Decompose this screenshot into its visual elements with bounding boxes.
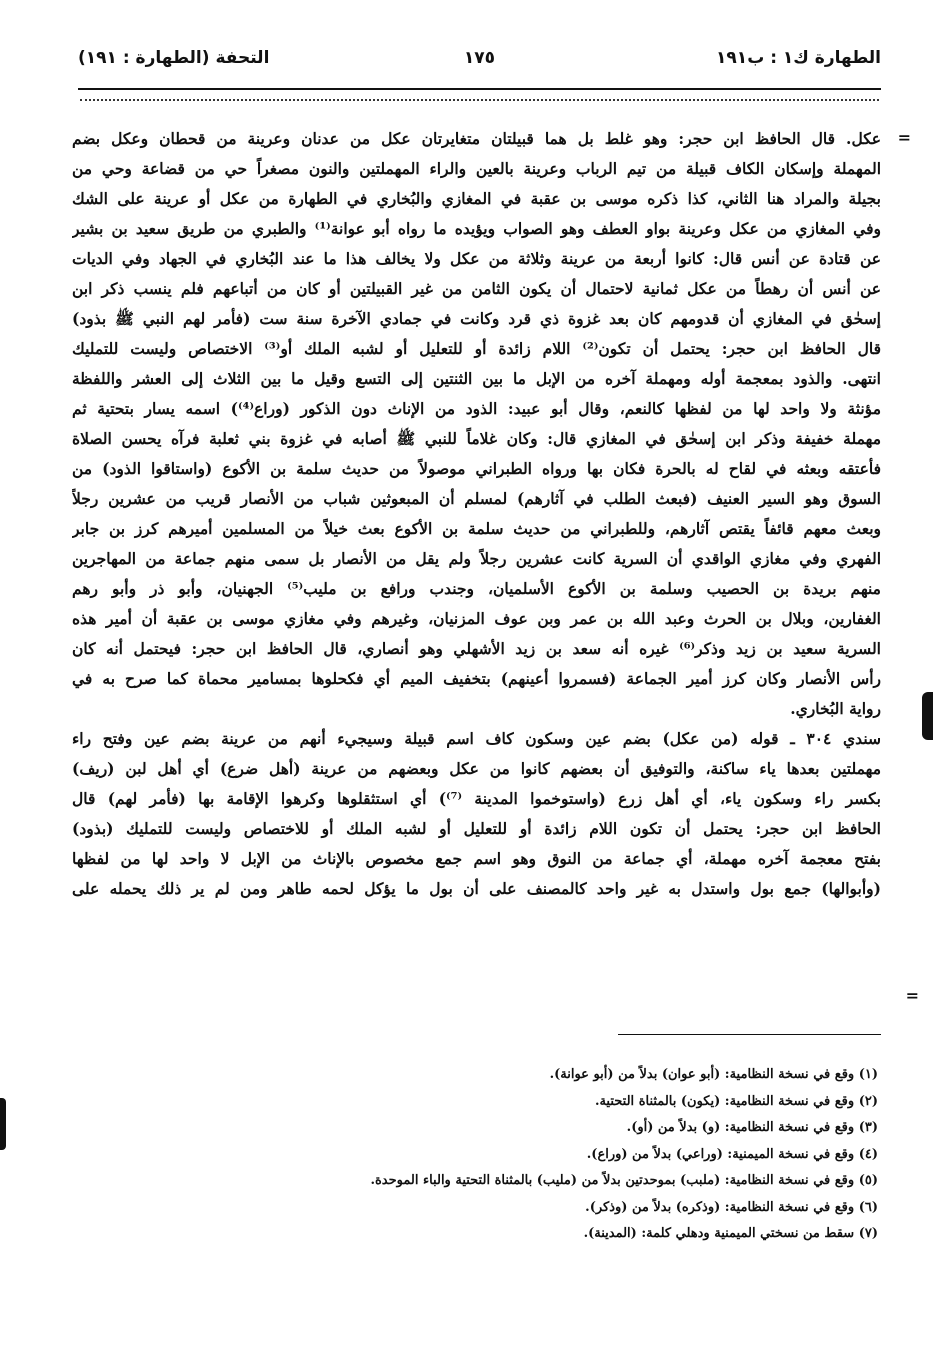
continuation-mark-bottom: = (905, 986, 919, 1005)
header-dotted-rule (80, 99, 879, 103)
text-line: (وأبوالها) جمع بول واستدل به غير واحد كالمصنف على أن بول ما يؤكل لحمه طاهر ومن لم ير ذلك يحمله على (72, 879, 881, 898)
scan-edge-mark (922, 692, 933, 740)
text-line: منهم بريدة بن الحصيب وسلمة بن الأكوع الأسلميان، وجندب ورافع بن مليب⁽⁵⁾ الجهنيان، وأبو ذر وأبو رهم (72, 579, 881, 598)
text-line: مهملتين بعدها ياء ساكنة، والتوفيق أن بعضهم كانوا من عكل وبعضهم من عرينة (أهل ضرع) أي أهل لبن (ريف) (72, 759, 881, 778)
text-line: مؤنثة ولا واحد لها من لفظها كالنعم، وقال أبو عبيد: الذود من الإناث دون الذكور (وراع⁽⁴⁾) اسمه يسار بتحتية ثم (72, 399, 881, 418)
header-book-ref: التحفة (الطهارة : ١٩١) (78, 48, 270, 68)
text-line: رأس الأنصار وكان كرز أمير الجماعة (فسمروا أعينهم) بتخفيف الميم أي فكحلوها بمسامير محماة كما صرح به في (72, 669, 881, 688)
text-line: الحافظ ابن حجر: يحتمل أن تكون اللام زائدة أو للتعليل أو لشبه الملك أو للاختصاص وليست للتمليك (بذود) (72, 819, 881, 838)
main-text (72, 124, 881, 904)
continuation-mark-top: = (897, 128, 911, 147)
footnote: (٦) وقع في نسخة النظامية: (وذكره) بدلاً من (وذكر). (585, 1199, 878, 1215)
text-line: عن أنس أن رهطاً من عكل ثمانية لاحتمال أن يكون الثامن من غير القبيلتين أو كان من أتباعهم فلم ينسب ذكر ابن (72, 279, 881, 298)
text-line: بكسر راء وسكون ياء، أي أهل زرع (واستوخموا المدينة ⁽⁷⁾) أي استثقلوها وكرهوا الإقامة بها (فأمر لهم) قال (72, 789, 881, 808)
footnote-rule (618, 1034, 881, 1035)
footnote: (١) وقع في نسخة النظامية: (أبو عوان) بدلاً من (أبو عوانة). (549, 1067, 878, 1082)
footnote: (٣) وقع في نسخة النظامية: (و) بدلاً من (أو). (626, 1120, 878, 1135)
text-line: بفتح معجمة آخره مهملة، أي جماعة من النوق وهو اسم جمع مخصوص بالإناث من الإبل لا واحد لها من لفظها (72, 849, 881, 868)
page-number: ١٧٥ (463, 48, 496, 68)
text-line: فأعتقه وبعثه في لقاح له بالحرة فكان بها ورواه الطبراني موصولاً من حديث سلمة بن الأكوع (واستاقوا الذود) من (72, 459, 881, 478)
text-line: المهملة وإسكان الكاف قبيلة من تيم الرباب وعرينة بالعين والراء المهملتين والنون مصغراً حي من قضاعة وحي من (72, 159, 881, 178)
text-line: الفهري وفي مغازي الواقدي أن السرية كانت عشرين رجلاً ولم يقل من الأنصار بل سمى منهم جماعة من المهاجرين (72, 549, 881, 568)
text-line: السوق وهو السير العنيف (فبعث الطلب في آثارهم) لمسلم أن المبعوثين شباب من الأنصار قريب من عشرين رجلاً (72, 489, 881, 508)
text-line: قال الحافظ ابن حجر: يحتمل أن تكون⁽²⁾ اللام زائدة أو للتعليل أو لشبه الملك أو⁽³⁾ الاختصاص وليست للتمليك (72, 339, 881, 358)
text-line: وفي المغازي من عكل وعرينة بواو العطف وهو الصواب ويؤيده ما رواه أبو عوانة⁽¹⁾ والطبري من طريق سعيد بن بشير (72, 219, 881, 238)
text-line: الغفارين، وبلال بن الحرث وعبد الله بن عمر وبن عوف المزنيان، وغيرهم وفي مغازي موسى بن عقبة أن أمير هذه (72, 609, 881, 628)
scan-edge-mark (0, 1098, 6, 1150)
footnote: (٥) وقع في نسخة النظامية: (ملبب) بموحدتين بدلاً من (مليب) بالمثناة التحتية والباء الموحدة. (370, 1173, 878, 1188)
text-line: رواية البُخاري. (790, 699, 881, 718)
text-line: إسحٰق في المغازي أن قدومهم كان بعد غزوة ذي قرد وكانت في جمادي الآخرة سنة ست (فأمر لهم النبي ﷺ بذود) (72, 309, 881, 328)
text-line: سندي ٣٠٤ ـ قوله (من عكل) بضم عين وسكون كاف اسم قبيلة وسيجيء أنهم من عرينة بضم عين وفتح راء (72, 729, 881, 748)
text-line: بجيلة والمراد هنا الثاني، كذا ذكره موسى بن عقبة في المغازي والبُخاري في الطهارة من عكل أو عرينة على الشك (72, 189, 881, 208)
header-section-ref: الطهارة ك١ : ب١٩١ (716, 48, 881, 68)
text-line: انتهى. والذود بمعجمة أوله ومهملة آخره من الإبل ما بين الثنتين إلى التسع وقيل ما بين الثلاث إلى العشر واللفظة (72, 369, 881, 388)
footnote: (٤) وقع في نسخة الميمنية: (وراعي) بدلاً من (وراع). (586, 1146, 878, 1162)
header-rule (78, 88, 881, 90)
text-line: عن قتادة عن أنس قال: كانوا أربعة من عرينة وثلاثة من عكل ولا يخالف هذا ما عند البُخاري في الجهاد وفي الديات (72, 249, 881, 268)
text-line: عكل. قال الحافظ ابن حجر: وهو غلط بل هما قبيلتان متغايرتان عكل من عدنان وعرينة من قحطان وعكل بضم (72, 129, 881, 148)
text-line: وبعث معهم قائفاً يقتص آثارهم، وللطبراني من حديث سلمة بن الأكوع بعث خيلاً من المسلمين أميرهم كرز بن جابر (72, 519, 881, 538)
footnote: (٧) سقط من نسختي الميمنية ودهلي كلمة: (المدينة). (583, 1226, 878, 1241)
footnotes (238, 1062, 878, 1248)
running-header (78, 48, 881, 78)
text-line: مهملة خفيفة وذكر ابن إسحٰق في المغازي قال: وكان غلاماً للنبي ﷺ أصابه في غزوة بني ثعلبة فرآه يحسن الصلاة (72, 429, 881, 448)
footnote: (٢) وقع في نسخة النظامية: (يكون) بالمثناة التحتية. (594, 1093, 878, 1109)
text-line: السرية سعيد بن زيد وذكر⁽⁶⁾ غيره أنه سعد بن زيد الأشهلي وهو أنصاري، قال الحافظ ابن حجر: فيحتمل أنه كان (72, 639, 881, 658)
